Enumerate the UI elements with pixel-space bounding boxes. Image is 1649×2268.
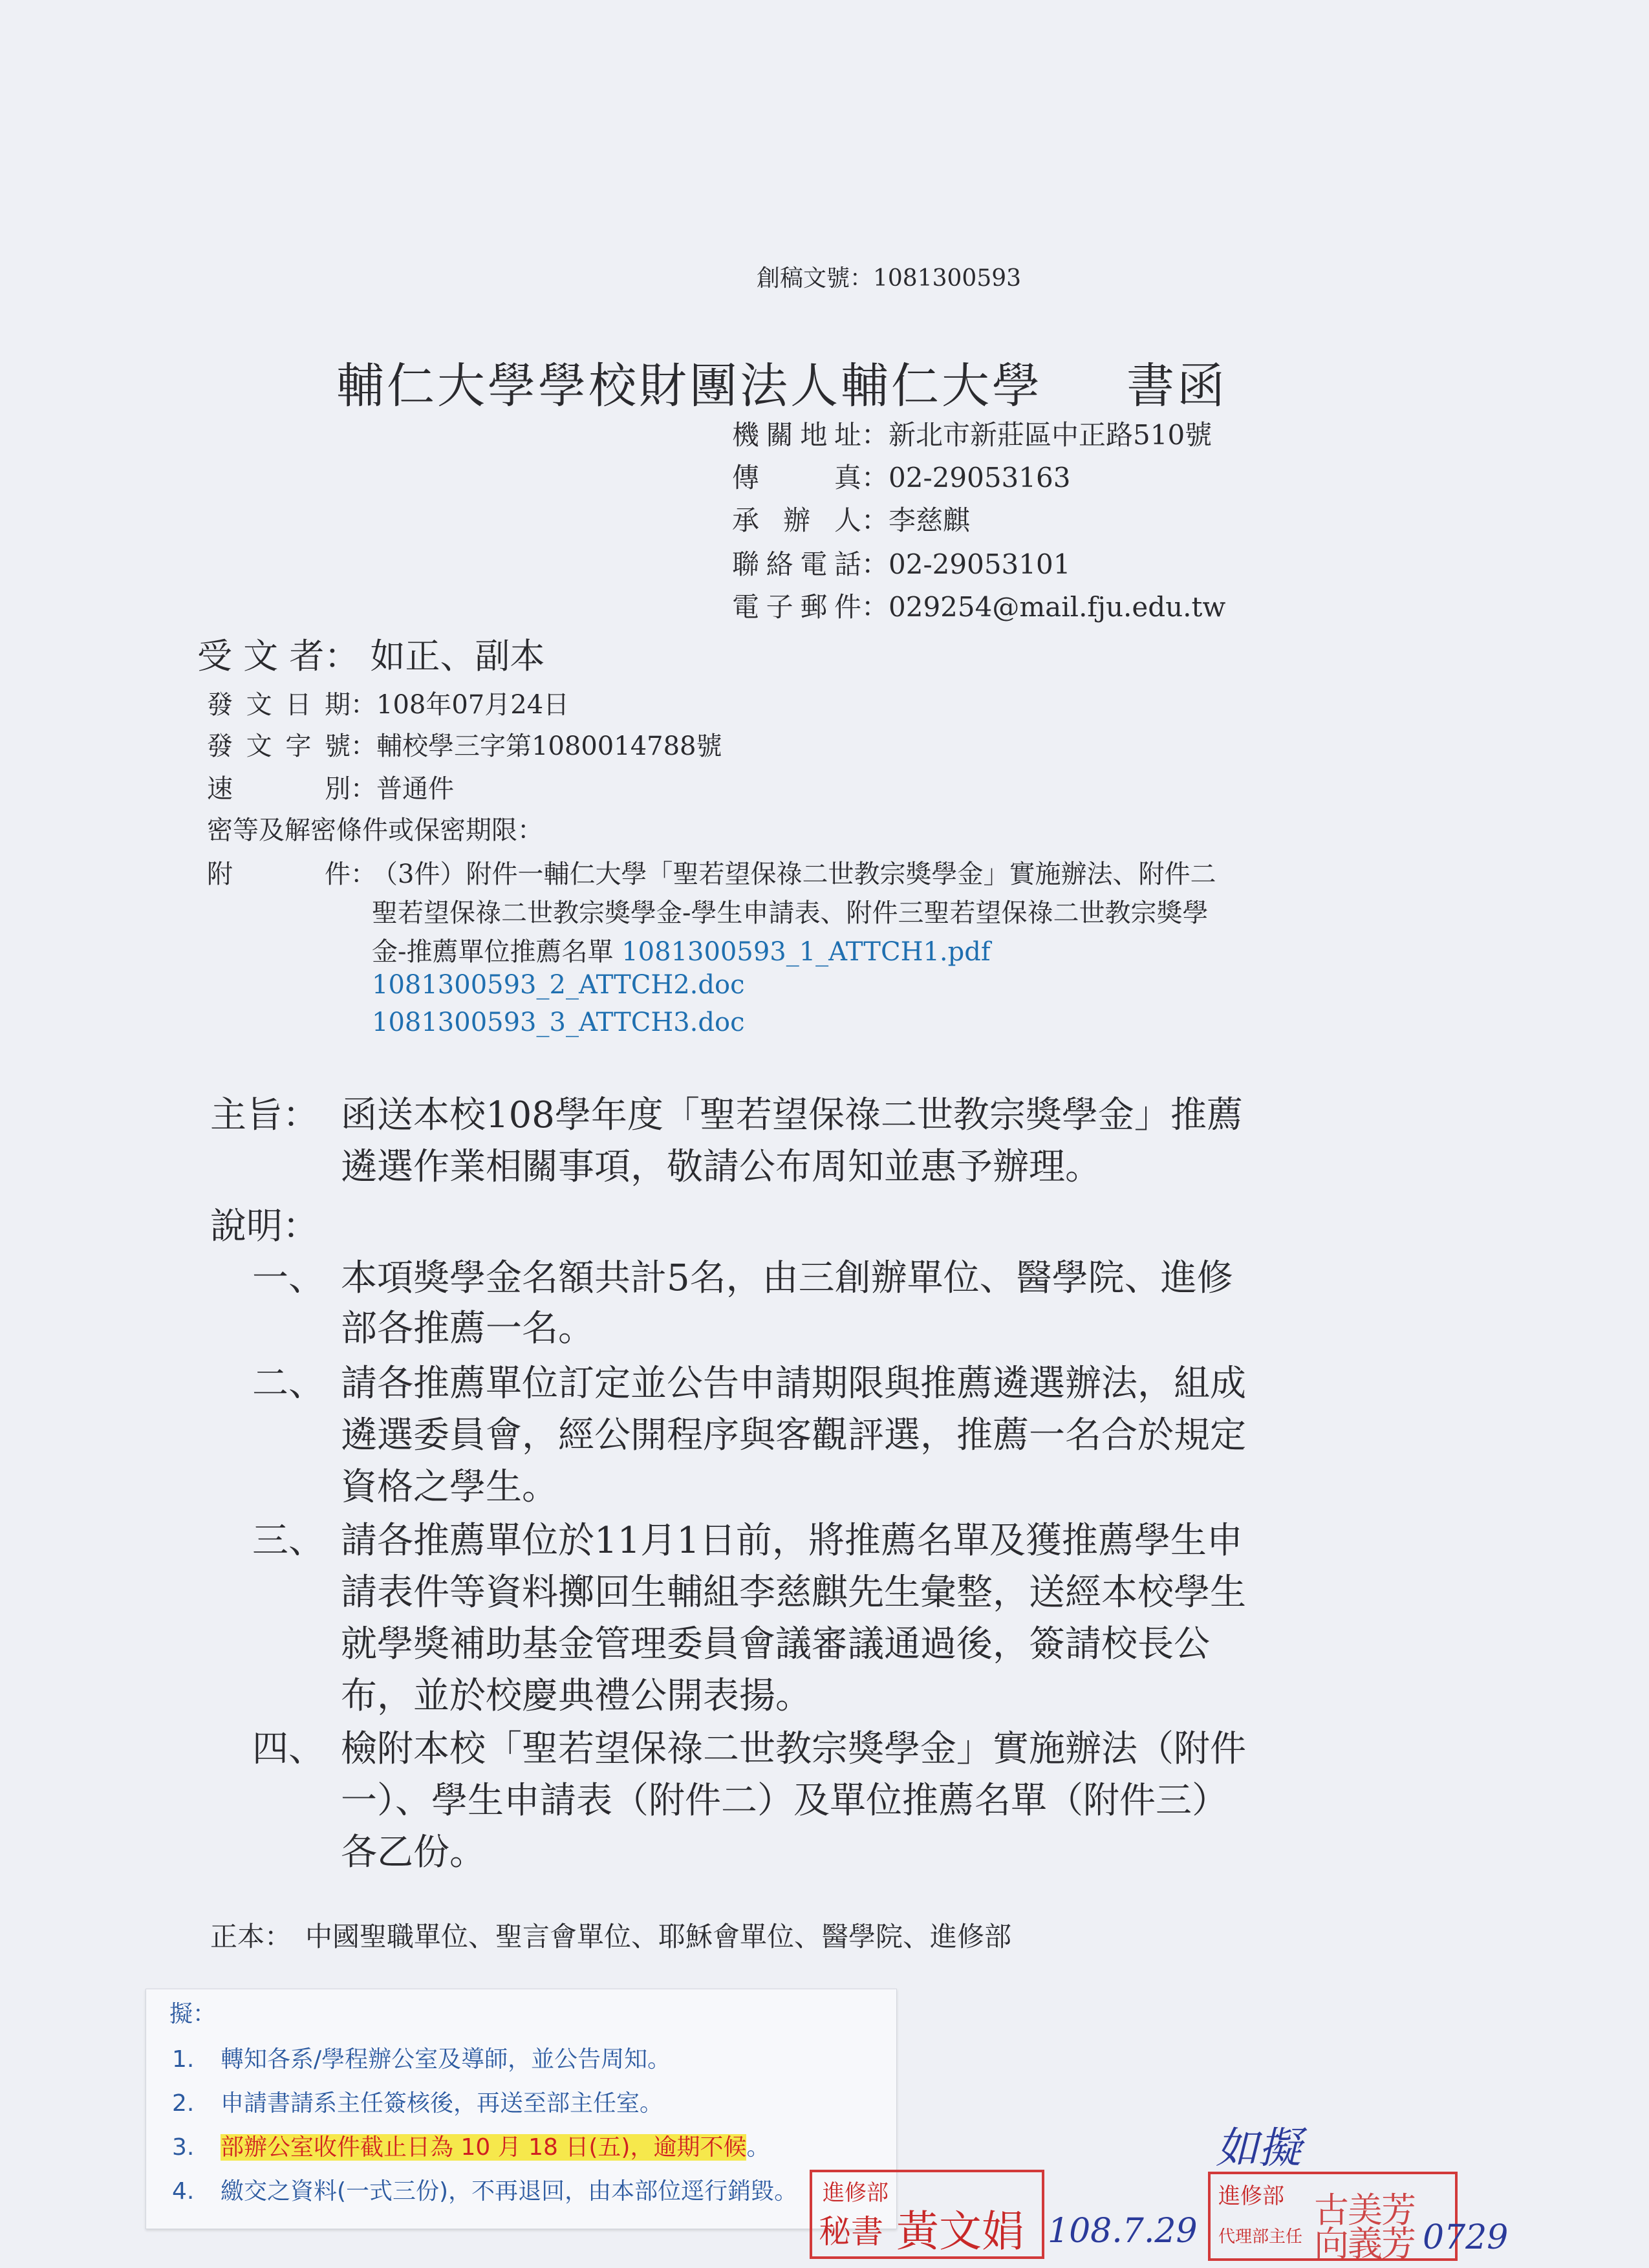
- instruction-note: [146, 1989, 897, 2229]
- speed-class: 速別：普通件: [207, 774, 454, 804]
- item-line: 各乙份。: [341, 1831, 486, 1874]
- item-number: 四、: [252, 1728, 325, 1770]
- attachment-link[interactable]: 1081300593_2_ATTCH2.doc: [372, 970, 745, 1000]
- doc-kind: 書函: [1126, 358, 1227, 414]
- director-stamp: 進修部 代理部主任 古美芳 向義芳: [1208, 2172, 1458, 2261]
- item-line: 遴選委員會，經公開程序與客觀評選，推薦一名合於規定: [341, 1414, 1246, 1456]
- handwritten-approval: 如擬: [1216, 2123, 1301, 2173]
- confidentiality: 密等及解密條件或保密期限：: [207, 815, 543, 845]
- item-line: 資格之學生。: [341, 1466, 558, 1508]
- recipient: 受 文 者： 如正、副本: [197, 636, 545, 676]
- item-line: 就學獎補助基金管理委員會議審議通過後，簽請校長公: [341, 1623, 1210, 1665]
- item-line: 部各推薦一名。: [341, 1308, 594, 1350]
- item-number: 一、: [252, 1257, 325, 1299]
- note-item: 4. 繳交之資料(一式三份)，不再退回，由本部位逕行銷毀。: [172, 2178, 798, 2205]
- contact-email: 電子郵件：029254@mail.fju.edu.tw: [732, 591, 1226, 623]
- letter-title: [336, 348, 1227, 416]
- contact-handler: 承辦人：李慈麒: [732, 504, 971, 536]
- explanation-label: 說明：: [210, 1205, 319, 1247]
- issue-number: 發文字號：輔校學三字第1080014788號: [207, 731, 722, 761]
- handwritten-date: 108.7.29: [1048, 2212, 1198, 2251]
- contact-address: 機關地址：新北市新莊區中正路510號: [732, 419, 1212, 451]
- item-line: 一）、學生申請表（附件二）及單位推薦名單（附件三）: [341, 1780, 1228, 1822]
- subject-line: 函送本校108學年度「聖若望保祿二世教宗獎學金」推薦: [341, 1094, 1243, 1136]
- attachments-line: 金-推薦單位推薦名單 1081300593_1_ATTCH1.pdf: [372, 937, 991, 967]
- org-title: 輔仁大學學校財團法人輔仁大學: [336, 358, 1042, 414]
- note-item: 1. 轉知各系/學程辦公室及導師，並公告周知。: [172, 2046, 671, 2073]
- note-item: 3. 部辦公室收件截止日為 10 月 18 日(五)，逾期不候。: [172, 2134, 770, 2161]
- attachments-line: （3件）附件一輔仁大學「聖若望保祿二世教宗獎學金」實施辦法、附件二: [372, 859, 1216, 889]
- contact-phone: 聯絡電話：02-29053101: [732, 548, 1071, 580]
- item-line: 本項獎學金名額共計5名，由三創辦單位、醫學院、進修: [341, 1257, 1233, 1299]
- item-number: 三、: [252, 1520, 325, 1562]
- issue-date: 發文日期：108年07月24日: [207, 690, 570, 720]
- item-line: 布，並於校慶典禮公開表揚。: [341, 1675, 812, 1717]
- note-title: 擬：: [169, 2001, 217, 2027]
- secretary-stamp: 進修部 秘書 黃文娟: [810, 2170, 1044, 2259]
- draft-number: 創稿文號：1081300593: [757, 265, 1022, 292]
- item-line: 檢附本校「聖若望保祿二世教宗獎學金」實施辦法（附件: [341, 1728, 1246, 1770]
- highlighted-deadline: 部辦公室收件截止日為 10 月 18 日(五)，逾期不候: [221, 2134, 747, 2161]
- cc-line: 正本： 中國聖職單位、聖言會單位、耶穌會單位、醫學院、進修部: [210, 1921, 1012, 1952]
- item-number: 二、: [252, 1363, 325, 1405]
- item-line: 請表件等資料擲回生輔組李慈麒先生彙整，送經本校學生: [341, 1571, 1246, 1614]
- handwritten-date: 0729: [1423, 2218, 1509, 2257]
- subject-line: 遴選作業相關事項，敬請公布周知並惠予辦理。: [341, 1146, 1101, 1188]
- attachment-link[interactable]: 1081300593_3_ATTCH3.doc: [372, 1008, 745, 1037]
- item-line: 請各推薦單位訂定並公告申請期限與推薦遴選辦法，組成: [341, 1363, 1246, 1405]
- attachments-line: 聖若望保祿二世教宗獎學金-學生申請表、附件三聖若望保祿二世教宗獎學: [372, 898, 1209, 928]
- item-line: 請各推薦單位於11月1日前，將推薦名單及獲推薦學生申: [341, 1520, 1243, 1562]
- contact-fax: 傳真：02-29053163: [732, 462, 1071, 493]
- subject-label: 主旨：: [210, 1094, 319, 1136]
- attachments-label: 附件：: [207, 859, 376, 889]
- attachment-link[interactable]: 1081300593_1_ATTCH1.pdf: [621, 937, 991, 967]
- note-item: 2. 申請書請系主任簽核後，再送至部主任室。: [172, 2090, 663, 2117]
